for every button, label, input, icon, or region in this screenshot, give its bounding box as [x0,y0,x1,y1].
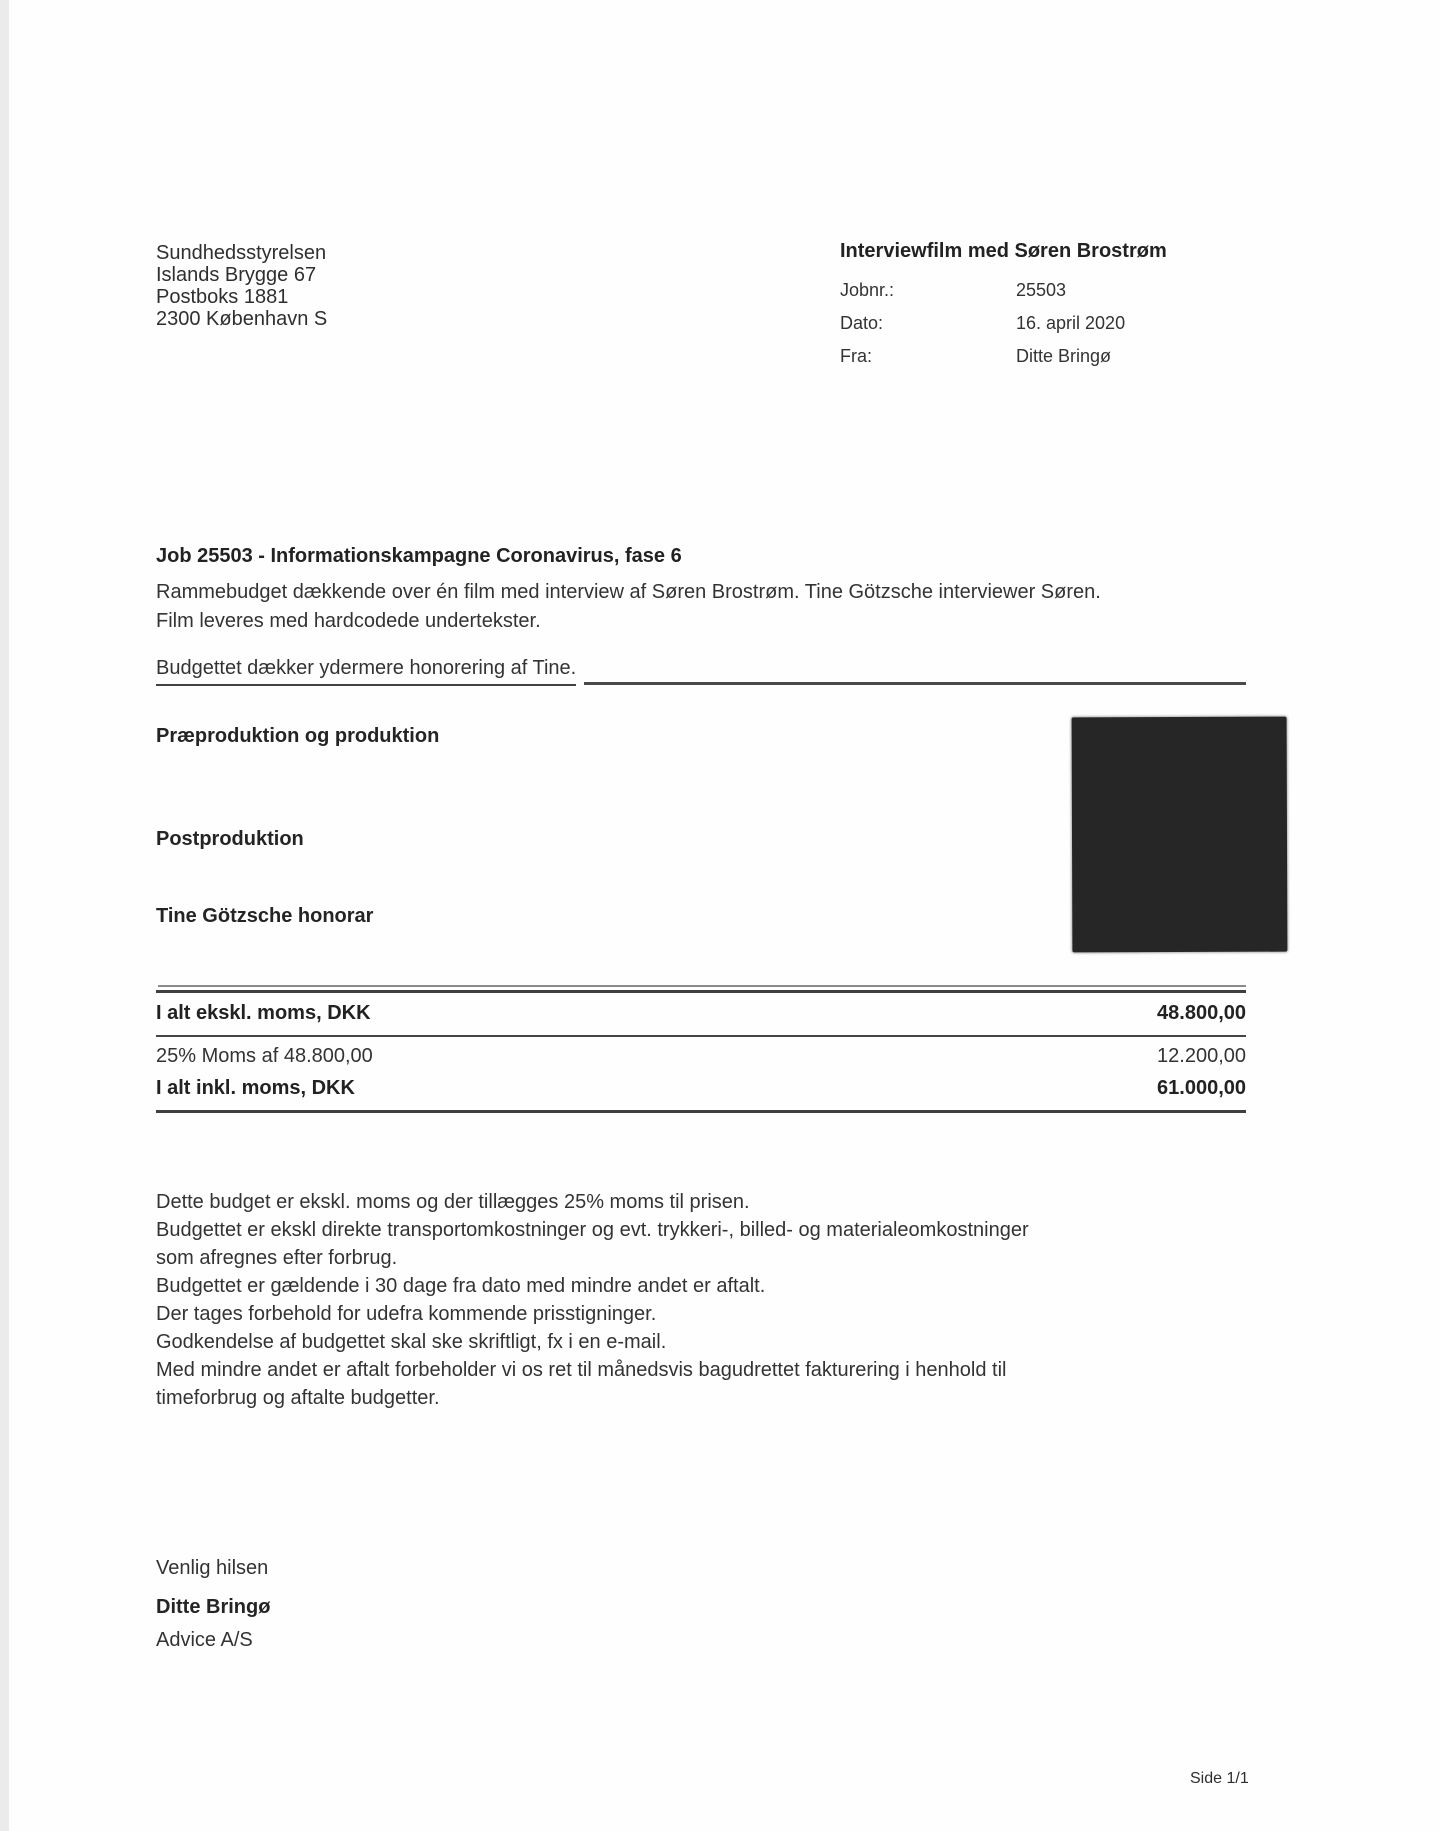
job-heading: Job 25503 - Informationskampagne Coronavirus, fase 6 [156,545,682,567]
table-row [156,993,1246,1037]
field-value-dato: 16. april 2020 [1016,313,1126,333]
signature-greeting: Venlig hilsen [156,1557,269,1579]
vat-label: 25% Moms af 48.800,00 [156,1045,373,1067]
document-title: Interviewfilm med Søren Brostrøm [840,240,1167,262]
field-label-jobnr: Jobnr.: [840,280,895,300]
terms-line: Der tages forbehold for udefra kommende prisstigninger. [156,1303,657,1325]
total-incl-vat-value: 61.000,00 [1157,1077,1246,1099]
terms-paragraph [156,1188,1336,1412]
document-meta-fields [840,279,1260,378]
horizontal-rule [584,682,1246,685]
total-excl-vat-label: I alt ekskl. moms, DKK [156,1002,371,1024]
signature-name: Ditte Bringø [156,1596,271,1618]
terms-line: Med mindre andet er aftalt forbeholder vi os ret til månedsvis bagudrettet fakturering i henhold til [156,1359,1007,1381]
document-header [840,240,1260,378]
field-label-dato: Dato: [840,313,884,333]
sender-line: Sundhedsstyrelsen [156,242,327,264]
budget-note-row [156,657,1246,686]
sender-line: Islands Brygge 67 [156,264,317,286]
table-row [156,1072,1246,1110]
sender-line: 2300 København S [156,308,328,330]
job-description-line: Film leveres med hardcodede undertekster. [156,610,541,632]
section-heading-preproduction: Præproduktion og produktion [156,725,440,747]
total-excl-vat-value: 48.800,00 [1157,1002,1246,1024]
redacted-region [1072,717,1288,953]
terms-line: Budgettet er gældende i 30 dage fra dato med mindre andet er aftalt. [156,1275,766,1297]
totals-table [156,990,1246,1113]
table-row [156,1037,1246,1072]
sender-line: Postboks 1881 [156,286,289,308]
terms-line: Godkendelse af budgettet skal ske skriftligt, fx i en e-mail. [156,1331,667,1353]
section-heading-honorar: Tine Götzsche honorar [156,905,374,927]
scan-edge-strip [0,0,9,1831]
field-value-jobnr: 25503 [1016,280,1067,300]
terms-line: Budgettet er ekskl direkte transportomkostninger og evt. trykkeri-, billed- og materialeomkostninger [156,1219,1029,1241]
terms-line: Dette budget er ekskl. moms og der tillægges 25% moms til prisen. [156,1191,750,1213]
job-description [156,578,1101,636]
sender-address [156,242,327,330]
signature-company: Advice A/S [156,1629,253,1651]
budget-note: Budgettet dækker ydermere honorering af Tine. [156,657,576,686]
field-value-fra: Ditte Bringø [1016,346,1112,366]
vat-value: 12.200,00 [1157,1045,1246,1067]
field-label-fra: Fra: [840,346,873,366]
terms-line: timeforbrug og aftalte budgetter. [156,1387,440,1409]
terms-line: som afregnes efter forbrug. [156,1247,398,1269]
job-description-line: Rammebudget dækkende over én film med interview af Søren Brostrøm. Tine Götzsche interviewer Søren. [156,581,1101,603]
section-heading-postproduction: Postproduktion [156,828,304,850]
page-indicator: Side 1/1 [1190,1770,1249,1787]
signature-block [156,1557,270,1652]
total-incl-vat-label: I alt inkl. moms, DKK [156,1077,355,1099]
